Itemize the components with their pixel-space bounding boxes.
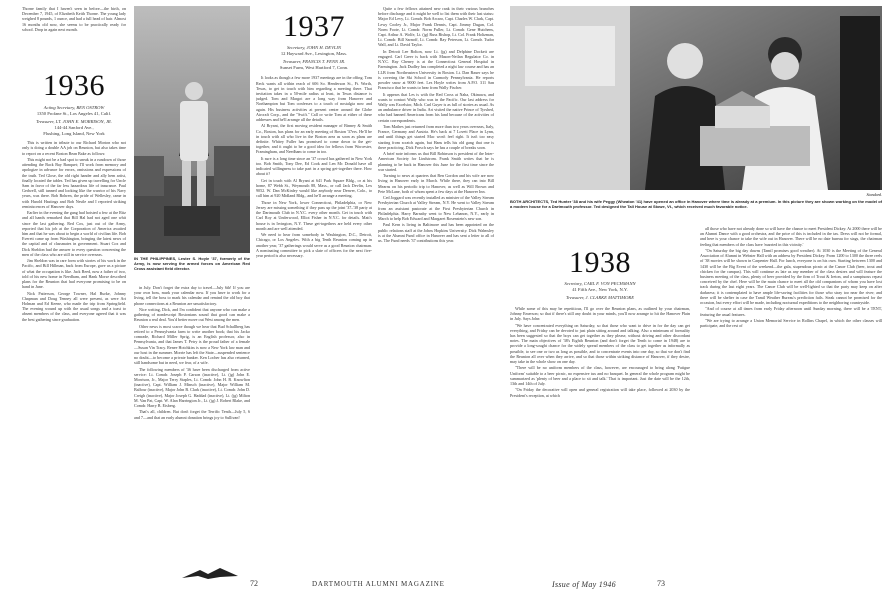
footer-issue: Issue of May 1946	[552, 580, 616, 589]
paragraph: While some of this may be repetitious, I'll go over the Reunion plans, as outlined by your chairman, Johnny Emerson; so that if there's still any doubt in your minds, you'll now arrange to hit the Hanover Plain in July. Says John:	[510, 305, 690, 322]
page-number-right: 73	[657, 579, 665, 588]
column-4	[378, 6, 494, 566]
secretary-1936: Acting Secretary, BEN OSTROW	[43, 105, 105, 111]
class-year-1938: 1938	[569, 246, 631, 279]
photo-architects-image	[510, 6, 882, 190]
column-1-body	[22, 140, 126, 322]
paragraph: It looks as though a few more 1937 meetings are in the offing. Tom Reck wants all within reach of 606 So. Henderson St., Ft. Worth, Texas, to get in touch with him regarding a meeting there. That invitation takes in a 50-mile radius at least, in Texas distance is judged. Tom and Margot are a long way from Hanover and Northampton but Tom confesses to a touch of nostalgia now and again. His business activities at present center around the Globe Aircraft Corp., and the "Swift." Call or write Tom at either of these addresses and he'll arrange all the details.	[256, 75, 372, 122]
photo-philippines	[134, 6, 250, 253]
page-number-left: 72	[250, 579, 258, 588]
paragraph: all those who have not already done so will have the chance to meet President Dickey. At 2000 there will be an Alumni Dance with a good orchestra, and the price of this is included in the tax. Dress will not be formal, and here is your chance to take the wife out in Hanover. There will be no date bureau for stags, the chairman feeling that members of the class have 'married in this vicinity.'	[700, 226, 882, 247]
paragraph: Those in New York, lower Connecticut, Philadelphia, or New Jersey are missing something if they pass up the joint '37–'38 party at the Dartmouth Club in N.Y.C. every other month. Get in touch with Carl Roy at Underwood, Elliot Fisher in N.Y.C. for details. Matt's house is in Irvington, N.Y. These get-togethers are held every other month and are well attended.	[256, 199, 372, 231]
paragraph: "We have concentrated everything on Saturday, so that those who want to drive in for the day can get everything, and Friday can be devoted to just plain sitting around and talking. Also a minimum of formality has been suggested so that the boys can get together as they please, without driving and other discordant notes. The main objectives of '38's Eighth Reunion (and don't forget the Tenth to come in 1948) are to provide a long-sought chance for the widely spread members of the class to get together as informally as possible, to see one or two as long as possible, and to concentrate events into one day, so that we don't find the Reunion all over when they arrive, and so that those within striking distance of Hanover, if they desire, may take in the whole show on one day.	[510, 322, 690, 364]
paragraph: The following members of '36 have been discharged from active service: Lt. Comdr. Joseph P. Carson (inactive), Lt. (jg) John E. Morrison, Jr., Major Terry Staples, Lt. Comdr. John H. B. Knowlton (inactive), Capt. William J. Minsch (inactive), Major William M. Balfour (inactive), Major John B. Clark (inactive), Lt. Comdr. John D. Creigh (inactive), Major Joseph G. Haddad (inactive), Lt. (jg) Milton M. Van Pat, Capt. W. Alan Harrington Jr., Lt. (jg) J. Robert Blake, and Comdr. Harry B. Eisberg.	[134, 366, 250, 409]
magazine-ornament-icon	[180, 564, 240, 582]
class-year-1937: 1937	[283, 10, 345, 43]
column-5-body	[510, 306, 690, 398]
paragraph: Turning to news at quarters that Ben Gordon and his wife are now living in Hanover early in March. While there, they ran into Bill Mearns on his periodic trip to Hanover, as well as Will Brown and Pete McLane, both of whom spent a few days at the Hanover Inn.	[378, 173, 494, 194]
paragraph: "On Saturday the big day dawns (Tamil promises good weather). At 1030 is the Meeting of the General Association of Alumni in Webster Hall with an address by President Dickey. From 1200 to 1300 the three reels of '38 movies will be shown in Carpenter Hall. For lunch, everyone is on his own. Starting between 1300 and 1430 will be the Big Event of the weekend—the gala, stupendous picnic at the Canoe Club (beer, trout and chicken for the campus). This will continue as late as any member of the class desires and will feature the business meeting of the class, plenty of beer provided by the firm of Trout & Ireton, and a sumptuous repast conceived by the chef. Here will be the main chance to meet all the old companions of whom you have lost track during the last eight years. The Canoe Club will be well-lighted so that the party may keep on after darkness; it is contemplated to have ample life-saving facilities for those who stray too near the river; and there will be shelter in case the Tamil Weather Bureau's prediction fails. Steak cannot be promised for the occasion, but every effort will be made, including nocturnal expeditions to the neighboring countryside.	[700, 248, 882, 306]
paragraph: A brief note informs us that Bill Robinson is president of the Inter-American Society for Lindstrom. Frank Smith writes that he is planning to be back in Hanover this June for the first time since the war started.	[378, 151, 494, 172]
photo-caption-philippines: IN THE PHILIPPINES, Lester S. Hoyle '37, formerly of the Army, is now serving the armed forces on American Red Cross assistant field director.	[134, 256, 250, 271]
paragraph: "There will be no uniform members of the class, however, are encouraged to bring along 'Fatigue Uniform' suitable to a beer picnic, no expensive tux and no banquet. In general the whole program might be summarized as 'plenty of beer and a place to sit and talk.' That is important. Just the date will be the 12th, 13th and 14th of July.	[510, 365, 690, 386]
column-1	[22, 6, 126, 566]
secretary-address-1937: 12 Hayward Ave., Lexington, Mass.	[280, 50, 348, 56]
treasurer-1938: Treasurer, J. CLARKE MATTIMORE	[565, 295, 634, 301]
photo-credit: Standard.	[866, 192, 882, 197]
paragraph: "On Friday the decorative will open and general registration will take place, followed at 2030 by the President's reception, at which	[510, 387, 690, 398]
secretary-1937: Secretary, JOHN H. DEVLIN	[286, 45, 342, 50]
column-6-body	[700, 226, 882, 328]
paragraph: Nice writing, Dick, and I'm confident that anyone who can make a gathering of nondescript Bostonians sound that good can make a Reunion a real deal. You'd better move out West among the men.	[134, 307, 250, 323]
secretary-address-1938: 41 Fifth Ave., New York, N.Y.	[572, 286, 628, 292]
paragraph: Ced Joggard was recently installed as minister of the Valley Stream Presbyterian Church at Valley Stream, N.Y. He went to Valley Stream from an assistant pastorate at the First Presbyterian Church in Philadelphia. Harry Barnaby went to New Lebanon, N.Y., early in March to help Bob Edward and Margaret Rosenstein's new son.	[378, 195, 494, 222]
paragraph: "We are trying to arrange a Union Memorial Service in Rollins Chapel, in which the other classes will participate, and the rest of	[700, 318, 882, 329]
intro-paragraph: Thorne family that I haven't seen in before—the birth, on December 7, 1945, of Elizabeth Keith Thorne. The young lady weighed 8 pounds, 1 ounce, and had a full head of hair. Almost 16 months old now, she seems to be practically ready for school. Drop in again next month.	[22, 6, 126, 32]
paragraph: Other news is most scarce though we hear that Bud Schallberg has retired to a Pennsylvania farm to write another book; that his Jacko comrade, Richard Miller Sprig, is an English professor, also in Pennsylvania, and that James T. Petry is the proud father of a female—Susan Vin Tracy. Renee Hotchkiss is now a New York law man and our host in the summer. Morrie has left the State—suspended sentence no doubt—to become a private banker. Ken Locher has also returned, still handsome but in need, we fear, of a wife.	[134, 323, 250, 366]
photo-caption-architects: BOTH ARCHITECTS, Ted Hunter '38 and his wife Peggy (Wheaton '41) have opened an office in Hanover where time is already at a premium. In this picture they are shown working on the model of a modern house for a Dartmouth professor. Ted designed the Tall House at Stowe, Vt., which received much favorable notice.	[510, 199, 882, 209]
photo-philippines-image	[134, 6, 250, 253]
paragraph: "And of course at all times from early Friday afternoon until Sunday morning, there will be a TENT, featuring the usual features.	[700, 306, 882, 317]
secretary-1938: Secretary, CARL F. VON PECHMANN	[564, 281, 636, 286]
paragraph: Quite a few fellows attained new rank in their various branches before discharge and it might be well to list them with their last status: Major Ed Levy, Lt. Comdr. Bob Arcaro, Capt. Charles W. Clark, Capt. Lewy Cooley Jr., Major Frank Dennis, Capt. Jimmy Dugan, Col. Norm Foote, Lt. Comdr. Norm Fuller, Lt. Comdr. Gene Hutchens, Capt. Arthur A. Wolfe, Lt. (jg) Russ Bishop, Lt. Col. Frank Holtzman, Lt. Comdr. Bill Sarnoff, Lt. Comdr. Ray Peterson, Lt. Comdr. Tudor Wall, and Lt. David Taylor.	[378, 6, 494, 48]
column-3-body	[256, 75, 372, 258]
column-3	[256, 6, 372, 566]
paragraph: Get in touch with Al Bryant at 641 Park Square Bldg., or at his home, 87 Webb St., Weymouth 88, Mass., or call Jack Devlin, Lex 9052. W. Dan McKinley would like anybody near Denver, Colo., to call him at 920 Midland Bldg., and he'll arrange a meeting.	[256, 177, 372, 199]
paragraph: In Detroit Lee Bolton, now Lt. (jg) and Delphine Dockett are engaged. Carl Greer is back with Mason-Neilan Regulator Co. in N.Y.C. Ray Cheney is at the Connecticut General Hospital in Farmington. Jack Dudley has completed a night law course and has an LLB from Northeastern University in Boston. Lt. Dan Bauer says he is covering the Ski School in Carmody Pennsylvania. He reports powder snow at 9000 feet. Les Hoyle writes from A.P.O. 311 San Francisco that he wants to hear from Wally Fischer.	[378, 48, 494, 91]
paragraph: in July. Don't forget the extra day to travel—July 6th! If you are your own boss, mark your calendar now. If you have to work for a living, tell the boss to mark his calendar and remind the old boy that phone connections at a Reunion are unsatisfactory.	[134, 285, 250, 306]
treasurer-1936: Treasurer, LT. JOHN E. MORRISON, JR.	[36, 119, 112, 125]
column-2	[134, 285, 250, 565]
paragraph: We need to hear from somebody in Washington, D.C., Detroit, Chicago, or Los Angeles. With a big Tenth Reunion coming up in another year, '37 gatherings would serve as a good Reunion chairman. A nominating committee to pick a slate of officers for the next five-year period is also necessary.	[256, 232, 372, 259]
treasurer-1937: Treasurer, FRANCIS T. FENN JR.	[282, 59, 346, 65]
treasurer-address-1936-line2: Flushing, Long Island, New York	[43, 130, 105, 136]
column-6	[700, 226, 882, 566]
column-4-body	[378, 6, 494, 243]
paragraph: Tom Mathes just returned from more than two years overseas, Italy, France, Germany and Austria. He's back at 7 Lovett Place in Lynn, and until things get started Mac won't feel right. It isn't too easy starting from scratch again, but Hans tells his old gang that one is there practicing. Dick Forsch says he has a couple of breaks soon.	[378, 124, 494, 150]
footer-magazine-title: DARTMOUTH ALUMNI MAGAZINE	[312, 580, 445, 588]
photo-architects	[510, 6, 882, 190]
paragraph: Jim Sheldon was in rare form with stories of his work in the Pacific, and Bill Hillman, back from Europe, gave us a picture of what the occupation is like. Jack Reed, now a father of two, told of his new home in Needham, and Hank Morse described plans for the Reunion that had everyone promising to be on hand in June.	[22, 258, 126, 290]
secretary-address-1936: 1350 Profane St., Los Angeles 41, Calif.	[36, 110, 112, 116]
column-5	[510, 226, 690, 566]
paragraph: Nick Patterson, George Towner, Hal Burke, Johnny Chapman and Doug Tenney all were present, as were Art Holman and Ed Keene, who made the trip from Springfield. The evening wound up with the usual songs and a toast to absent members of the class, and everyone agreed that it was the best gathering since graduation.	[22, 290, 126, 322]
paragraph: It appears that Les is with the Red Cross at Naha, Okinawa, and wants to contact Wally who was in the Pacific. Our last address for Wally was Excelsior, Mich. Carl Guyer is as full of stories as usual. As an ambulance driver in India. Art visited the native Prince of Tyrshed, who had banned Americans from his land because of the activities of certain correspondents.	[378, 91, 494, 123]
treasurer-address-1936-line1: 144-44 Sanford Ave.,	[54, 124, 94, 130]
paragraph: This might not be a bad spot to sneak in a rundown of those attending the Back Bay Banquet; I'll work from memory and apologize in advance for errors, omissions and expressions of the truth. Ted Glose, the old right hander and ally hem artist, finally located the tables. Ted has given up travelling for Uncle Sam in favor of the far less hazardous life of insurance. Paul Gedwell, still tanned and looking like the warrior of his Navy years, was there. Bob Bohren, the pride of Wellesley, came in with Harold Hastings and Bob Nestle and I reported striking reminiscences of Hanover days.	[22, 156, 126, 209]
paragraph: It sure is a long time since an '37 crowd has gathered in New York too. Bob Smith, Tony Dee, Ed Cook and Len Mc Donald have all indicated willingness to take part in a spring get-together there. How about it?	[256, 155, 372, 177]
paragraph: That's all, children. But don't forget the Terrific Tenth—July 5, 6 and 7—and that an early alumni donation brings joy to Sullivan!	[134, 409, 250, 420]
paragraph: This is written in tribute to our Richard Morton who not only is doing a double AA job on Reunion, but also takes time to report on a recent Boston Bean Bake as follows:	[22, 140, 126, 156]
paragraph: Al Bryant, the first moving resident manager of Binney & Smith Co., Boston, has plans for an early meeting of Boston '37ers. He'll be in touch with all who live in the Boston area as soon as plans are definite. Whitey Fuller has promised to come down to the get-together, and it ought to be a good idea for fellows from Worcester, Framingham, and Needham to come in too.	[256, 123, 372, 155]
class-year-1936: 1936	[43, 69, 105, 103]
paragraph: Earlier in the evening the gang had hoisted a few at the Ritz and all hands remarked that Bill Hal had not aged one whit since the last gathering. Red Cox, just out of the Army, reported that his job at the Corporation of America awaited him and that he was about to begin a world of civilian life. Bob Everett came up from Washington, bringing the latest news of the capital and of classmates in government. Stuart Cox and Dick Sheldon had the answer to every question concerning the men of the class who are still in service overseas.	[22, 210, 126, 257]
paragraph: Paul Kern is living in Baltimore and has been appointed on the public relations staff at the Johns Hopkins University. Dick Walmsley is at the Alumni Fund office in Hanover and has sent a letter to all of us. The Fund needs '37 contributions this year.	[378, 222, 494, 244]
column-2-body	[134, 285, 250, 420]
treasurer-address-1937: Sunset Farm, West Hartford 7, Conn.	[279, 64, 349, 70]
